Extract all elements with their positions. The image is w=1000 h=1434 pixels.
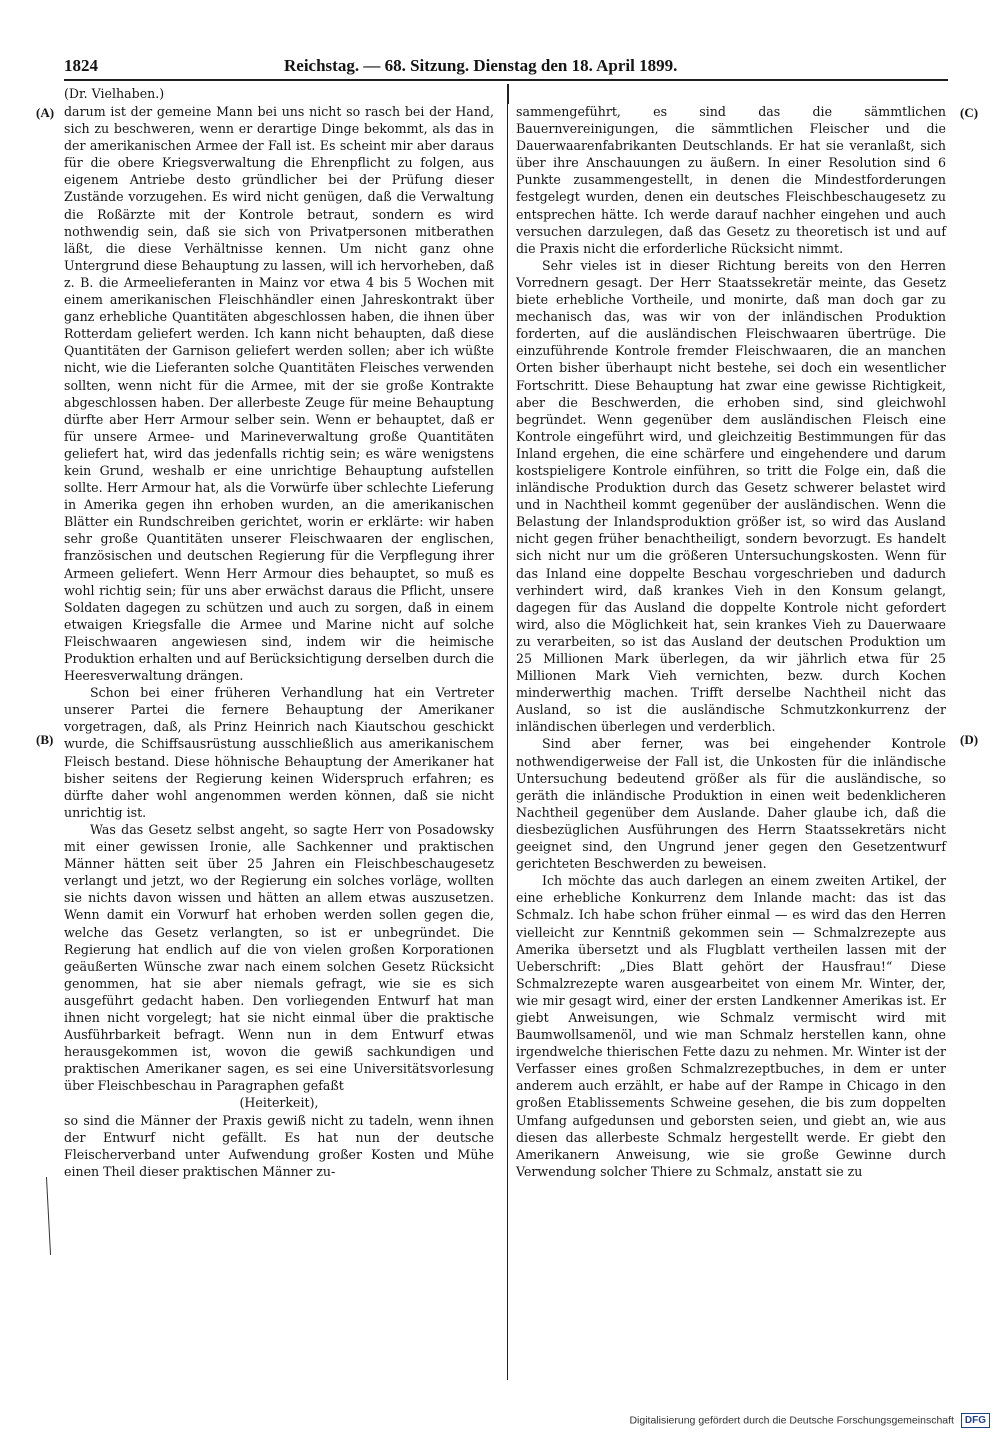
margin-pencil-line [46,1177,51,1255]
header-rule [64,79,948,81]
interjection: (Heiterkeit), [239,1095,319,1111]
left-paragraph-2: Schon bei einer früheren Verhandlung hat ein Vertreter unserer Partei die fernere Behauptung der Amerikaner vorgetragen, daß, als Prinz Heinrich nach Kiautschou geschickt wurde, die Schiffsausrüstung ausschließlich aus amerikanischem Fleisch bestand. Diese höhnische Behauptung der Amerikaner hat bisher seitens der Regierung keinen Widerspruch erfahren; es dürfte daher wohl angenommen werden können, daß sie nicht unrichtig ist. [64,685,494,820]
margin-marker-a: (A) [36,105,55,120]
margin-marker-d: (D) [960,732,979,747]
left-paragraph-1: darum ist der gemeine Mann bei uns nicht so rasch bei der Hand, sich zu beschweren, wenn er derartige Dinge bekommt, als das in der amerikanischen Armee der Fall ist. Es scheint mir aber daraus für die obere Kriegsverwaltung die Ehrenpflicht zu folgen, aus eigenem Antriebe desto gründlicher bei der Prüfung dieser Zustände vorzugehen. Es wird nicht genügen, daß die Verwaltung die Roßärzte mit der Kontrole betraut, sondern es wird nothwendig sein, daß sie sich von Privatpersonen mitberathen läßt, die diese Verhältnisse kennen. Um nicht ganz ohne Untergrund diese Behauptung zu lassen, will ich hervorheben, daß z. B. die Armeelieferanten in Mainz vor etwa 4 bis 5 Wochen mit einem amerikanischen Fleischhändler einen Jahreskontrakt über ganz erhebliche Quantitäten abgeschlossen haben, die ihnen über Rotterdam geliefert werden. Ich kann nicht behaupten, daß diese Quantitäten der Garnison geliefert werden sollen; aber ich wüßte nicht, wie die Lieferanten solche Quantitäten Fleisches verwenden sollten, wenn nicht für die Armee, mit der sie große Kontrakte abgeschlossen haben. Der allerbeste Zeuge für meine Behauptung dürfte aber Herr Armour selber sein. Wenn er behauptet, daß er für unsere Armee- und Marineverwaltung große Quantitäten geliefert hat, wird das jedenfalls richtig sein; es wäre wenigstens kein Grund, weshalb er eine unrichtige Behauptung aufstellen sollte. Herr Armour hat, als die Vorwürfe über schlechte Lieferung in Amerika gegen ihn erhoben wurden, an die amerikanischen Blätter ein Rundschreiben gerichtet, worin er erklärte: wir haben sehr große Quantitäten unserer Fleischwaaren der englischen, französischen und deutschen Regierung für die Verpflegung ihrer Armeen geliefert. Wenn Herr Armour dies behauptet, so muß es wohl richtig sein; für uns aber erwächst daraus die Pflicht, unsere Soldaten dagegen zu schützen und auch zu sorgen, daß in einem etwaigen Kriegsfalle die Armee und Marine nicht auf solche Fleischwaaren angewiesen sind, indem wir die heimische Produktion erhalten und auf Berücksichtigung derselben durch die Heeresverwaltung drängen. [64,104,494,684]
dfg-logo: DFG [961,1413,990,1428]
footer [620,1413,990,1429]
right-paragraph-2: Sehr vieles ist in dieser Richtung bereits von den Herren Vorrednern gesagt. Der Herr Staatssekretär meinte, das Gesetz biete erhebliche Vortheile, und monirte, daß man doch gar zu mechanisch das, was wir von der inländischen Produktion forderten, auf die ausländischen Fleischwaaren übertrüge. Die einzuführende Kontrole fremder Fleischwaaren, die an manchen Orten bisher überhaupt nicht bestehe, sei doch ein wesentlicher Fortschritt. Diese Behauptung hat zwar eine gewisse Richtigkeit, aber die Beschwerden, die erhoben sind, sind gleichwohl begründet. Wenn gegenüber dem ausländischen Fleisch eine Kontrole eingeführt wird, und gleichzeitig Bestimmungen für das Inland ergehen, die eine schärfere und eingehendere und darum kostspieligere Kontrole einführen, so tritt die Folge ein, daß die inländische Produktion durch das Gesetz schwerer belastet wird und in Nachtheil kommt gegenüber der ausländischen. Wenn die Belastung der Inlandsproduktion größer ist, so wird das Ausland nicht gegen früher benachtheiligt, sondern bevorzugt. Es handelt sich nicht nur um die größeren Untersuchungskosten. Wenn für das Inland eine doppelte Beschau vorgeschrieben und dadurch verhindert wird, daß krankes Vieh in den Konsum gelangt, dagegen für das Ausland die doppelte Kontrole nicht gefordert wird, also die Möglichkeit hat, sein krankes Vieh zu Dauerwaare zu verarbeiten, so ist das Ausland der deutschen Produktion um 25 Millionen Mark überlegen, da wir jährlich etwa für 25 Millionen Mark Vieh vernichten, bezw. durch Kochen minderwerthig machen. Trifft derselbe Nachtheil nicht das Ausland, so ist die ausländische Schmutzkonkurrenz der inländischen überlegen und verderblich. [516,257,946,735]
right-paragraph-3: Sind aber ferner, was bei eingehender Kontrole nothwendigerweise der Fall ist, die Unkosten für die inländische Untersuchung bedeutend größer als für die ausländische, so geräth die inländische Produktion in einen weit bedenklicheren Nachtheil gegenüber dem Auslande. Daher glaube ich, daß die diesbezüglichen Ausführungen des Herrn Staatssekretärs nicht geeignet sind, den Ungrund jener gegen den Gesetzentwurf gerichteten Beschwerden zu beweisen. [516,736,946,872]
right-paragraph-4: Ich möchte das auch darlegen an einem zweiten Artikel, der eine erhebliche Konkurrenz dem Inlande macht: das ist das Schmalz. Ich habe schon früher einmal — es wird das den Herren vielleicht zur Kenntniß gekommen sein — Schmalzrezepte aus Amerika übersetzt und als Flugblatt vertheilen lassen mit der Ueberschrift: „Dies Blatt gehört der Hausfrau!“ Diese Schmalzrezepte waren ausgearbeitet von einem Mr. Winter, der, wie mir gesagt wird, einer der ersten Landkenner Amerikas ist. Er giebt Anweisungen, wie Schmalz vermischt wird mit Baumwollsamenöl, und wie man Schmalz herstellen kann, ohne irgendwelche thierischen Fette dazu zu nehmen. Mr. Winter ist der Verfasser eines großen Schmalzrezeptbuches, in dem er unter anderem auch erzählt, er habe auf der Rampe in Chicago in den großen Etablissements Schweine gesehen, die bis zum doppelten Umfang aufgedunsen und geborsten seien, und giebt an, wie aus diesen das allerbeste Schmalz hergestellt werde. Er giebt den Amerikanern Anweisung, wie sie große Gewinne durch Verwendung solcher Thiere zu Schmalz, anstatt sie zu [516,873,946,1179]
right-column [516,103,946,1180]
footer-text: Digitalisierung gefördert durch die Deutsche Forschungsgemeinschaft [629,1414,954,1427]
running-head: Reichstag. — 68. Sitzung. Dienstag den 18. April 1899. [284,56,678,75]
right-paragraph-1: sammengeführt, es sind das die sämmtlichen Bauernvereinigungen, die sämmtlichen Fleischer und die Dauerwaarenfabrikanten Deutschlands. Er hat sie veranlaßt, sich über ihre Anschauungen zu äußern. In einer Resolution sind 6 Punkte zusammengestellt, in denen die Mindestforderungen festgelegt wurden, denen ein deutsches Fleischbeschaugesetz zu entsprechen hätte. Ich werde darauf nachher eingehen und auch versuchen darzulegen, daß das Gesetz zu theoretisch ist und auf die Praxis nicht die erforderliche Rücksicht nimmt. [516,104,946,256]
left-paragraph-4: so sind die Männer der Praxis gewiß nicht zu tadeln, wenn ihnen der Entwurf nicht gefällt. Es hat nun der deutsche Fleischerverband unter Aufwendung großer Kosten und Mühe einen Theil dieser praktischen Männer zu- [64,1112,494,1179]
page-header [64,56,960,80]
margin-marker-b: (B) [36,732,54,747]
column-divider [507,86,508,1380]
margin-marker-c: (C) [960,105,979,120]
left-paragraph-3: Was das Gesetz selbst angeht, so sagte Herr von Posadowsky mit einer gewissen Ironie, alle Sachkenner und praktischen Männer hätten seit über 25 Jahren ein Fleischbeschaugesetz verlangt und jetzt, wo der Regierung ein solches vorläge, wollten sie nichts davon wissen und hätten an allem etwas auszusetzen. Wenn damit ein Vorwurf hat erhoben werden sollen gegen die, welche das Gesetz verlangten, so ist er unbegründet. Die Regierung hat endlich auf die von vielen großen Korporationen geäußerten Wünsche zwar nach einem solchen Gesetz Rücksicht genommen, hat sie aber niemals gefragt, wie sie es sich ausgeführt gedacht haben. Den vorliegenden Entwurf hat man ihnen nicht vorgelegt; hat sie nicht einmal über die praktische Ausführbarkeit befragt. Wenn nun in dem Entwurf etwas herausgekommen ist, wovon die gewiß sachkundigen und praktischen Amerikaner sagen, es sei eine Universitätsvorlesung über Fleischbeschau in Paragraphen gefaßt [64,821,494,1094]
page-number: 1824 [64,56,98,75]
speaker-label: (Dr. Vielhaben.) [64,86,165,101]
left-column [64,103,494,1180]
